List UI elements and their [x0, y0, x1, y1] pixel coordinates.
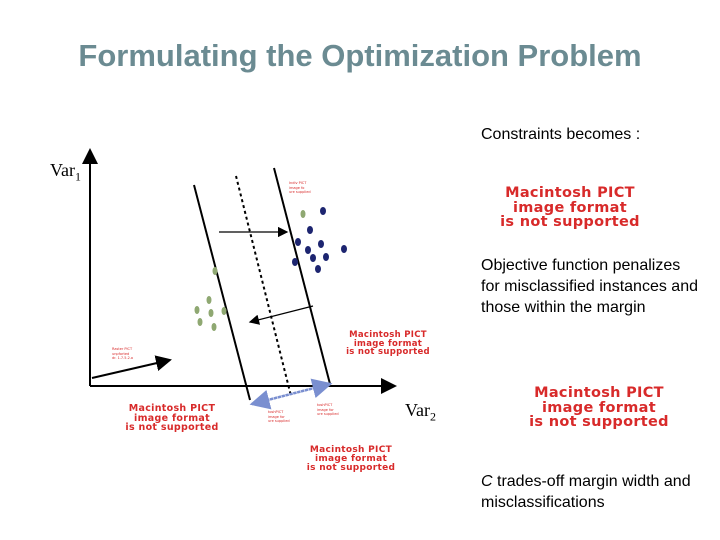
tiny-pict-label: [317, 403, 339, 417]
negative-point: [195, 306, 200, 314]
tiny-line: ure supplied: [289, 190, 311, 194]
pict-line: Macintosh PICT: [309, 445, 393, 455]
pict-line: Macintosh PICT: [534, 385, 664, 401]
pict-line: Macintosh PICT: [505, 185, 635, 201]
negative-point: [212, 323, 217, 331]
pict-line: image format: [353, 338, 423, 349]
tiny-line: toshPICT: [268, 410, 284, 414]
tiny-line: ure supplied: [268, 419, 290, 423]
tiny-line: Indiv PICT: [289, 181, 307, 185]
positive-point: [323, 253, 329, 261]
positive-point: [292, 258, 298, 266]
pict-placeholder: [300, 446, 402, 473]
negative-point: [222, 307, 227, 315]
weight-vector-arrow: [92, 360, 170, 378]
tiny-line: dr. 1.7.5.2.a: [112, 356, 134, 360]
pict-line: Macintosh PICT: [128, 403, 216, 414]
tiny-pict-label: [268, 410, 290, 424]
tiny-pict-label: [289, 181, 311, 195]
objective-text: Objective function penalizes for misclassified instances and those within the margin: [481, 257, 698, 316]
x-axis-label-sub: 2: [430, 409, 436, 424]
negative-point: [213, 267, 218, 275]
pict-line: is not supported: [125, 422, 219, 433]
tiny-line: image fo: [289, 185, 305, 190]
tiny-line: toshPICT: [317, 403, 333, 407]
pict-placeholder: [462, 186, 678, 230]
margin-line-right: [274, 168, 330, 384]
positive-points: [292, 207, 347, 273]
x-axis-label-text: Var: [405, 400, 430, 420]
pict-placeholder: [500, 386, 698, 430]
pict-line: image format: [134, 412, 210, 424]
pict-placeholder: [336, 331, 440, 357]
pict-line: image format: [314, 454, 388, 464]
negative-point: [198, 318, 203, 326]
slack-arrow: [250, 306, 313, 322]
constraints-text: Constraints becomes :: [481, 126, 641, 143]
decision-boundary: [236, 176, 291, 396]
negative-point: [207, 296, 212, 304]
c-symbol: C: [481, 473, 493, 490]
positive-point: [315, 265, 321, 273]
positive-point: [307, 226, 313, 234]
negative-point: [301, 210, 306, 218]
tiny-line: ure supplied: [317, 412, 339, 416]
pict-line: is not supported: [529, 414, 669, 430]
y-axis-label-text: Var: [50, 160, 75, 180]
pict-line: is not supported: [346, 347, 430, 357]
positive-point: [341, 245, 347, 253]
pict-line: Macintosh PICT: [349, 330, 427, 340]
pict-placeholder: [112, 404, 232, 433]
positive-point: [318, 240, 324, 248]
positive-point: [320, 207, 326, 215]
pict-line: image format: [513, 199, 627, 216]
pict-line: image format: [542, 399, 656, 416]
pict-line: is not supported: [306, 463, 396, 473]
page-title: Formulating the Optimization Problem: [78, 38, 642, 73]
positive-point: [305, 246, 311, 254]
tiny-pict-label: [112, 347, 133, 361]
margin-line-left: [194, 185, 250, 400]
tiny-line: unpforted: [112, 351, 130, 356]
tiny-line: Raster PICT: [112, 347, 133, 351]
y-axis-label-sub: 1: [75, 169, 81, 184]
tradeoff-rest: trades-off margin width and misclassifications: [481, 473, 691, 511]
tiny-line: image for: [268, 414, 285, 419]
negative-point: [209, 309, 214, 317]
pict-line: is not supported: [500, 214, 640, 230]
positive-point: [295, 238, 301, 246]
positive-point: [310, 254, 316, 262]
tiny-line: image for: [317, 407, 334, 412]
